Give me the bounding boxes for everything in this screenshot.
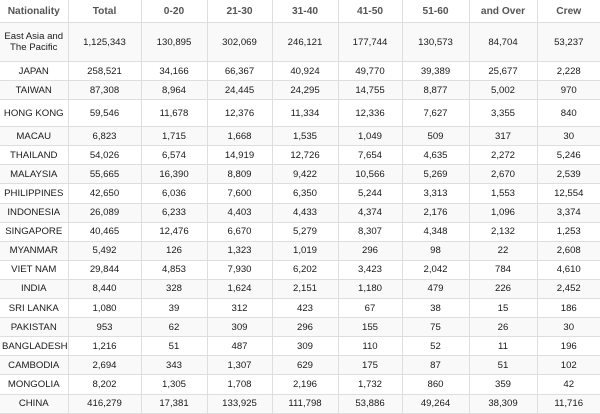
- cell-age-51-60: 3,313: [402, 184, 469, 203]
- cell-age-31-40: 11,334: [272, 100, 338, 127]
- cell-age-0-20: 17,381: [141, 394, 207, 413]
- cell-age-51-60: 509: [402, 127, 469, 146]
- cell-age-31-40: 309: [272, 337, 338, 356]
- cell-age-51-60: 75: [402, 318, 469, 337]
- table-row: [0, 184, 600, 203]
- cell-age-0-20: 8,964: [141, 81, 207, 100]
- cell-total: 54,026: [68, 146, 141, 165]
- cell-age-21-30: 302,069: [207, 23, 272, 62]
- cell-crew: 1,253: [537, 222, 600, 241]
- cell-crew: 12,554: [537, 184, 600, 203]
- cell-nationality: CHINA: [0, 394, 68, 413]
- cell-age-51-60: 5,269: [402, 165, 469, 184]
- cell-age-21-30: 24,445: [207, 81, 272, 100]
- cell-total: 42,650: [68, 184, 141, 203]
- header-total: Total: [68, 0, 141, 23]
- cell-age-51-60: 130,573: [402, 23, 469, 62]
- table-row: [0, 299, 600, 318]
- cell-age-31-40: 2,196: [272, 375, 338, 394]
- cell-age-41-50: 110: [338, 337, 402, 356]
- cell-crew: 840: [537, 100, 600, 127]
- cell-crew: 3,374: [537, 203, 600, 222]
- cell-age-41-50: 12,336: [338, 100, 402, 127]
- cell-age-51-60: 39,389: [402, 62, 469, 81]
- cell-and-over: 25,677: [469, 62, 537, 81]
- cell-and-over: 2,132: [469, 222, 537, 241]
- cell-nationality: VIET NAM: [0, 260, 68, 279]
- cell-nationality: INDONESIA: [0, 203, 68, 222]
- table-row: [0, 222, 600, 241]
- cell-nationality: INDIA: [0, 279, 68, 298]
- cell-age-21-30: 8,809: [207, 165, 272, 184]
- cell-age-51-60: 4,348: [402, 222, 469, 241]
- cell-age-51-60: 49,264: [402, 394, 469, 413]
- cell-nationality: JAPAN: [0, 62, 68, 81]
- cell-nationality: CAMBODIA: [0, 356, 68, 375]
- cell-age-0-20: 34,166: [141, 62, 207, 81]
- cell-age-31-40: 1,535: [272, 127, 338, 146]
- cell-total: 416,279: [68, 394, 141, 413]
- header-crew: Crew: [537, 0, 600, 23]
- cell-age-0-20: 6,574: [141, 146, 207, 165]
- cell-age-51-60: 52: [402, 337, 469, 356]
- cell-age-41-50: 1,049: [338, 127, 402, 146]
- header-age-41-50: 41-50: [338, 0, 402, 23]
- cell-age-41-50: 53,886: [338, 394, 402, 413]
- cell-age-21-30: 309: [207, 318, 272, 337]
- cell-age-0-20: 16,390: [141, 165, 207, 184]
- cell-age-0-20: 126: [141, 241, 207, 260]
- cell-age-51-60: 2,176: [402, 203, 469, 222]
- cell-age-21-30: 14,919: [207, 146, 272, 165]
- cell-age-51-60: 860: [402, 375, 469, 394]
- cell-nationality: PAKISTAN: [0, 318, 68, 337]
- cell-total: 8,440: [68, 279, 141, 298]
- cell-age-41-50: 7,654: [338, 146, 402, 165]
- cell-nationality: East Asia and The Pacific: [0, 23, 68, 62]
- cell-age-51-60: 98: [402, 241, 469, 260]
- cell-age-21-30: 1,624: [207, 279, 272, 298]
- cell-and-over: 22: [469, 241, 537, 260]
- cell-nationality: BANGLADESH: [0, 337, 68, 356]
- cell-age-51-60: 7,627: [402, 100, 469, 127]
- cell-age-31-40: 5,279: [272, 222, 338, 241]
- cell-and-over: 51: [469, 356, 537, 375]
- cell-total: 8,202: [68, 375, 141, 394]
- table-row: [0, 356, 600, 375]
- cell-and-over: 317: [469, 127, 537, 146]
- cell-age-41-50: 10,566: [338, 165, 402, 184]
- table-row: [0, 318, 600, 337]
- table-body: [0, 23, 600, 414]
- cell-crew: 42: [537, 375, 600, 394]
- cell-and-over: 226: [469, 279, 537, 298]
- cell-total: 5,492: [68, 241, 141, 260]
- cell-total: 2,694: [68, 356, 141, 375]
- cell-total: 1,080: [68, 299, 141, 318]
- cell-age-31-40: 6,350: [272, 184, 338, 203]
- cell-and-over: 11: [469, 337, 537, 356]
- cell-age-31-40: 9,422: [272, 165, 338, 184]
- table-row: [0, 337, 600, 356]
- cell-age-41-50: 177,744: [338, 23, 402, 62]
- cell-age-41-50: 175: [338, 356, 402, 375]
- cell-age-41-50: 5,244: [338, 184, 402, 203]
- cell-and-over: 15: [469, 299, 537, 318]
- cell-age-0-20: 343: [141, 356, 207, 375]
- cell-age-21-30: 1,668: [207, 127, 272, 146]
- cell-age-0-20: 328: [141, 279, 207, 298]
- cell-and-over: 3,355: [469, 100, 537, 127]
- table-row: [0, 127, 600, 146]
- table-row: [0, 23, 600, 62]
- cell-age-41-50: 296: [338, 241, 402, 260]
- cell-total: 29,844: [68, 260, 141, 279]
- table-row: [0, 279, 600, 298]
- cell-crew: 2,452: [537, 279, 600, 298]
- cell-age-31-40: 12,726: [272, 146, 338, 165]
- cell-age-41-50: 14,755: [338, 81, 402, 100]
- cell-age-31-40: 24,295: [272, 81, 338, 100]
- table-row: [0, 260, 600, 279]
- cell-age-31-40: 1,019: [272, 241, 338, 260]
- cell-and-over: 84,704: [469, 23, 537, 62]
- cell-age-0-20: 1,305: [141, 375, 207, 394]
- cell-nationality: HONG KONG: [0, 100, 68, 127]
- table-row: [0, 394, 600, 413]
- cell-total: 953: [68, 318, 141, 337]
- cell-age-51-60: 87: [402, 356, 469, 375]
- cell-age-0-20: 11,678: [141, 100, 207, 127]
- cell-age-31-40: 6,202: [272, 260, 338, 279]
- table-row: [0, 81, 600, 100]
- cell-age-51-60: 8,877: [402, 81, 469, 100]
- cell-and-over: 38,309: [469, 394, 537, 413]
- cell-age-0-20: 6,233: [141, 203, 207, 222]
- cell-age-21-30: 7,600: [207, 184, 272, 203]
- cell-age-21-30: 4,403: [207, 203, 272, 222]
- cell-age-31-40: 296: [272, 318, 338, 337]
- cell-age-41-50: 8,307: [338, 222, 402, 241]
- cell-age-31-40: 2,151: [272, 279, 338, 298]
- cell-age-21-30: 6,670: [207, 222, 272, 241]
- cell-age-21-30: 7,930: [207, 260, 272, 279]
- header-nationality: Nationality: [0, 0, 68, 23]
- cell-crew: 2,539: [537, 165, 600, 184]
- table-row: [0, 241, 600, 260]
- cell-nationality: THAILAND: [0, 146, 68, 165]
- cell-age-21-30: 487: [207, 337, 272, 356]
- header-and-over: and Over: [469, 0, 537, 23]
- cell-crew: 186: [537, 299, 600, 318]
- cell-crew: 102: [537, 356, 600, 375]
- cell-total: 258,521: [68, 62, 141, 81]
- cell-and-over: 5,002: [469, 81, 537, 100]
- cell-and-over: 1,553: [469, 184, 537, 203]
- cell-total: 40,465: [68, 222, 141, 241]
- cell-age-21-30: 1,307: [207, 356, 272, 375]
- cell-age-0-20: 12,476: [141, 222, 207, 241]
- header-row: [0, 0, 600, 23]
- cell-nationality: TAIWAN: [0, 81, 68, 100]
- header-age-51-60: 51-60: [402, 0, 469, 23]
- cell-age-51-60: 38: [402, 299, 469, 318]
- header-age-31-40: 31-40: [272, 0, 338, 23]
- cell-total: 6,823: [68, 127, 141, 146]
- cell-nationality: MYANMAR: [0, 241, 68, 260]
- cell-age-0-20: 39: [141, 299, 207, 318]
- cell-nationality: SINGAPORE: [0, 222, 68, 241]
- cell-age-41-50: 67: [338, 299, 402, 318]
- cell-age-21-30: 66,367: [207, 62, 272, 81]
- cell-age-41-50: 1,180: [338, 279, 402, 298]
- cell-total: 55,665: [68, 165, 141, 184]
- cell-nationality: SRI LANKA: [0, 299, 68, 318]
- cell-total: 26,089: [68, 203, 141, 222]
- cell-age-0-20: 1,715: [141, 127, 207, 146]
- cell-age-21-30: 1,323: [207, 241, 272, 260]
- cell-crew: 30: [537, 127, 600, 146]
- cell-age-31-40: 629: [272, 356, 338, 375]
- cell-age-21-30: 312: [207, 299, 272, 318]
- table-row: [0, 100, 600, 127]
- cell-age-51-60: 479: [402, 279, 469, 298]
- cell-crew: 5,246: [537, 146, 600, 165]
- cell-age-51-60: 2,042: [402, 260, 469, 279]
- cell-crew: 2,608: [537, 241, 600, 260]
- cell-age-51-60: 4,635: [402, 146, 469, 165]
- header-age-0-20: 0-20: [141, 0, 207, 23]
- table-row: [0, 165, 600, 184]
- cell-nationality: MALAYSIA: [0, 165, 68, 184]
- cell-nationality: MONGOLIA: [0, 375, 68, 394]
- header-age-21-30: 21-30: [207, 0, 272, 23]
- table-row: [0, 375, 600, 394]
- cell-nationality: PHILIPPINES: [0, 184, 68, 203]
- table-row: [0, 62, 600, 81]
- cell-and-over: 26: [469, 318, 537, 337]
- cell-crew: 2,228: [537, 62, 600, 81]
- cell-age-0-20: 51: [141, 337, 207, 356]
- cell-and-over: 359: [469, 375, 537, 394]
- cell-age-41-50: 1,732: [338, 375, 402, 394]
- cell-total: 59,546: [68, 100, 141, 127]
- cell-and-over: 2,272: [469, 146, 537, 165]
- cell-total: 87,308: [68, 81, 141, 100]
- cell-age-41-50: 3,423: [338, 260, 402, 279]
- cell-total: 1,216: [68, 337, 141, 356]
- cell-age-41-50: 49,770: [338, 62, 402, 81]
- cell-crew: 11,716: [537, 394, 600, 413]
- cell-crew: 4,610: [537, 260, 600, 279]
- cell-age-31-40: 111,798: [272, 394, 338, 413]
- table-row: [0, 146, 600, 165]
- cell-and-over: 1,096: [469, 203, 537, 222]
- cell-age-0-20: 62: [141, 318, 207, 337]
- cell-age-0-20: 4,853: [141, 260, 207, 279]
- cell-crew: 30: [537, 318, 600, 337]
- cell-age-21-30: 12,376: [207, 100, 272, 127]
- cell-age-21-30: 133,925: [207, 394, 272, 413]
- table-row: [0, 203, 600, 222]
- cell-age-41-50: 155: [338, 318, 402, 337]
- cell-crew: 970: [537, 81, 600, 100]
- cell-age-0-20: 6,036: [141, 184, 207, 203]
- cell-crew: 53,237: [537, 23, 600, 62]
- cell-age-31-40: 423: [272, 299, 338, 318]
- cell-nationality: MACAU: [0, 127, 68, 146]
- cell-age-0-20: 130,895: [141, 23, 207, 62]
- cell-age-41-50: 4,374: [338, 203, 402, 222]
- cell-and-over: 784: [469, 260, 537, 279]
- cell-crew: 196: [537, 337, 600, 356]
- cell-total: 1,125,343: [68, 23, 141, 62]
- cell-and-over: 2,670: [469, 165, 537, 184]
- cell-age-21-30: 1,708: [207, 375, 272, 394]
- cell-age-31-40: 40,924: [272, 62, 338, 81]
- cell-age-31-40: 4,433: [272, 203, 338, 222]
- cell-age-31-40: 246,121: [272, 23, 338, 62]
